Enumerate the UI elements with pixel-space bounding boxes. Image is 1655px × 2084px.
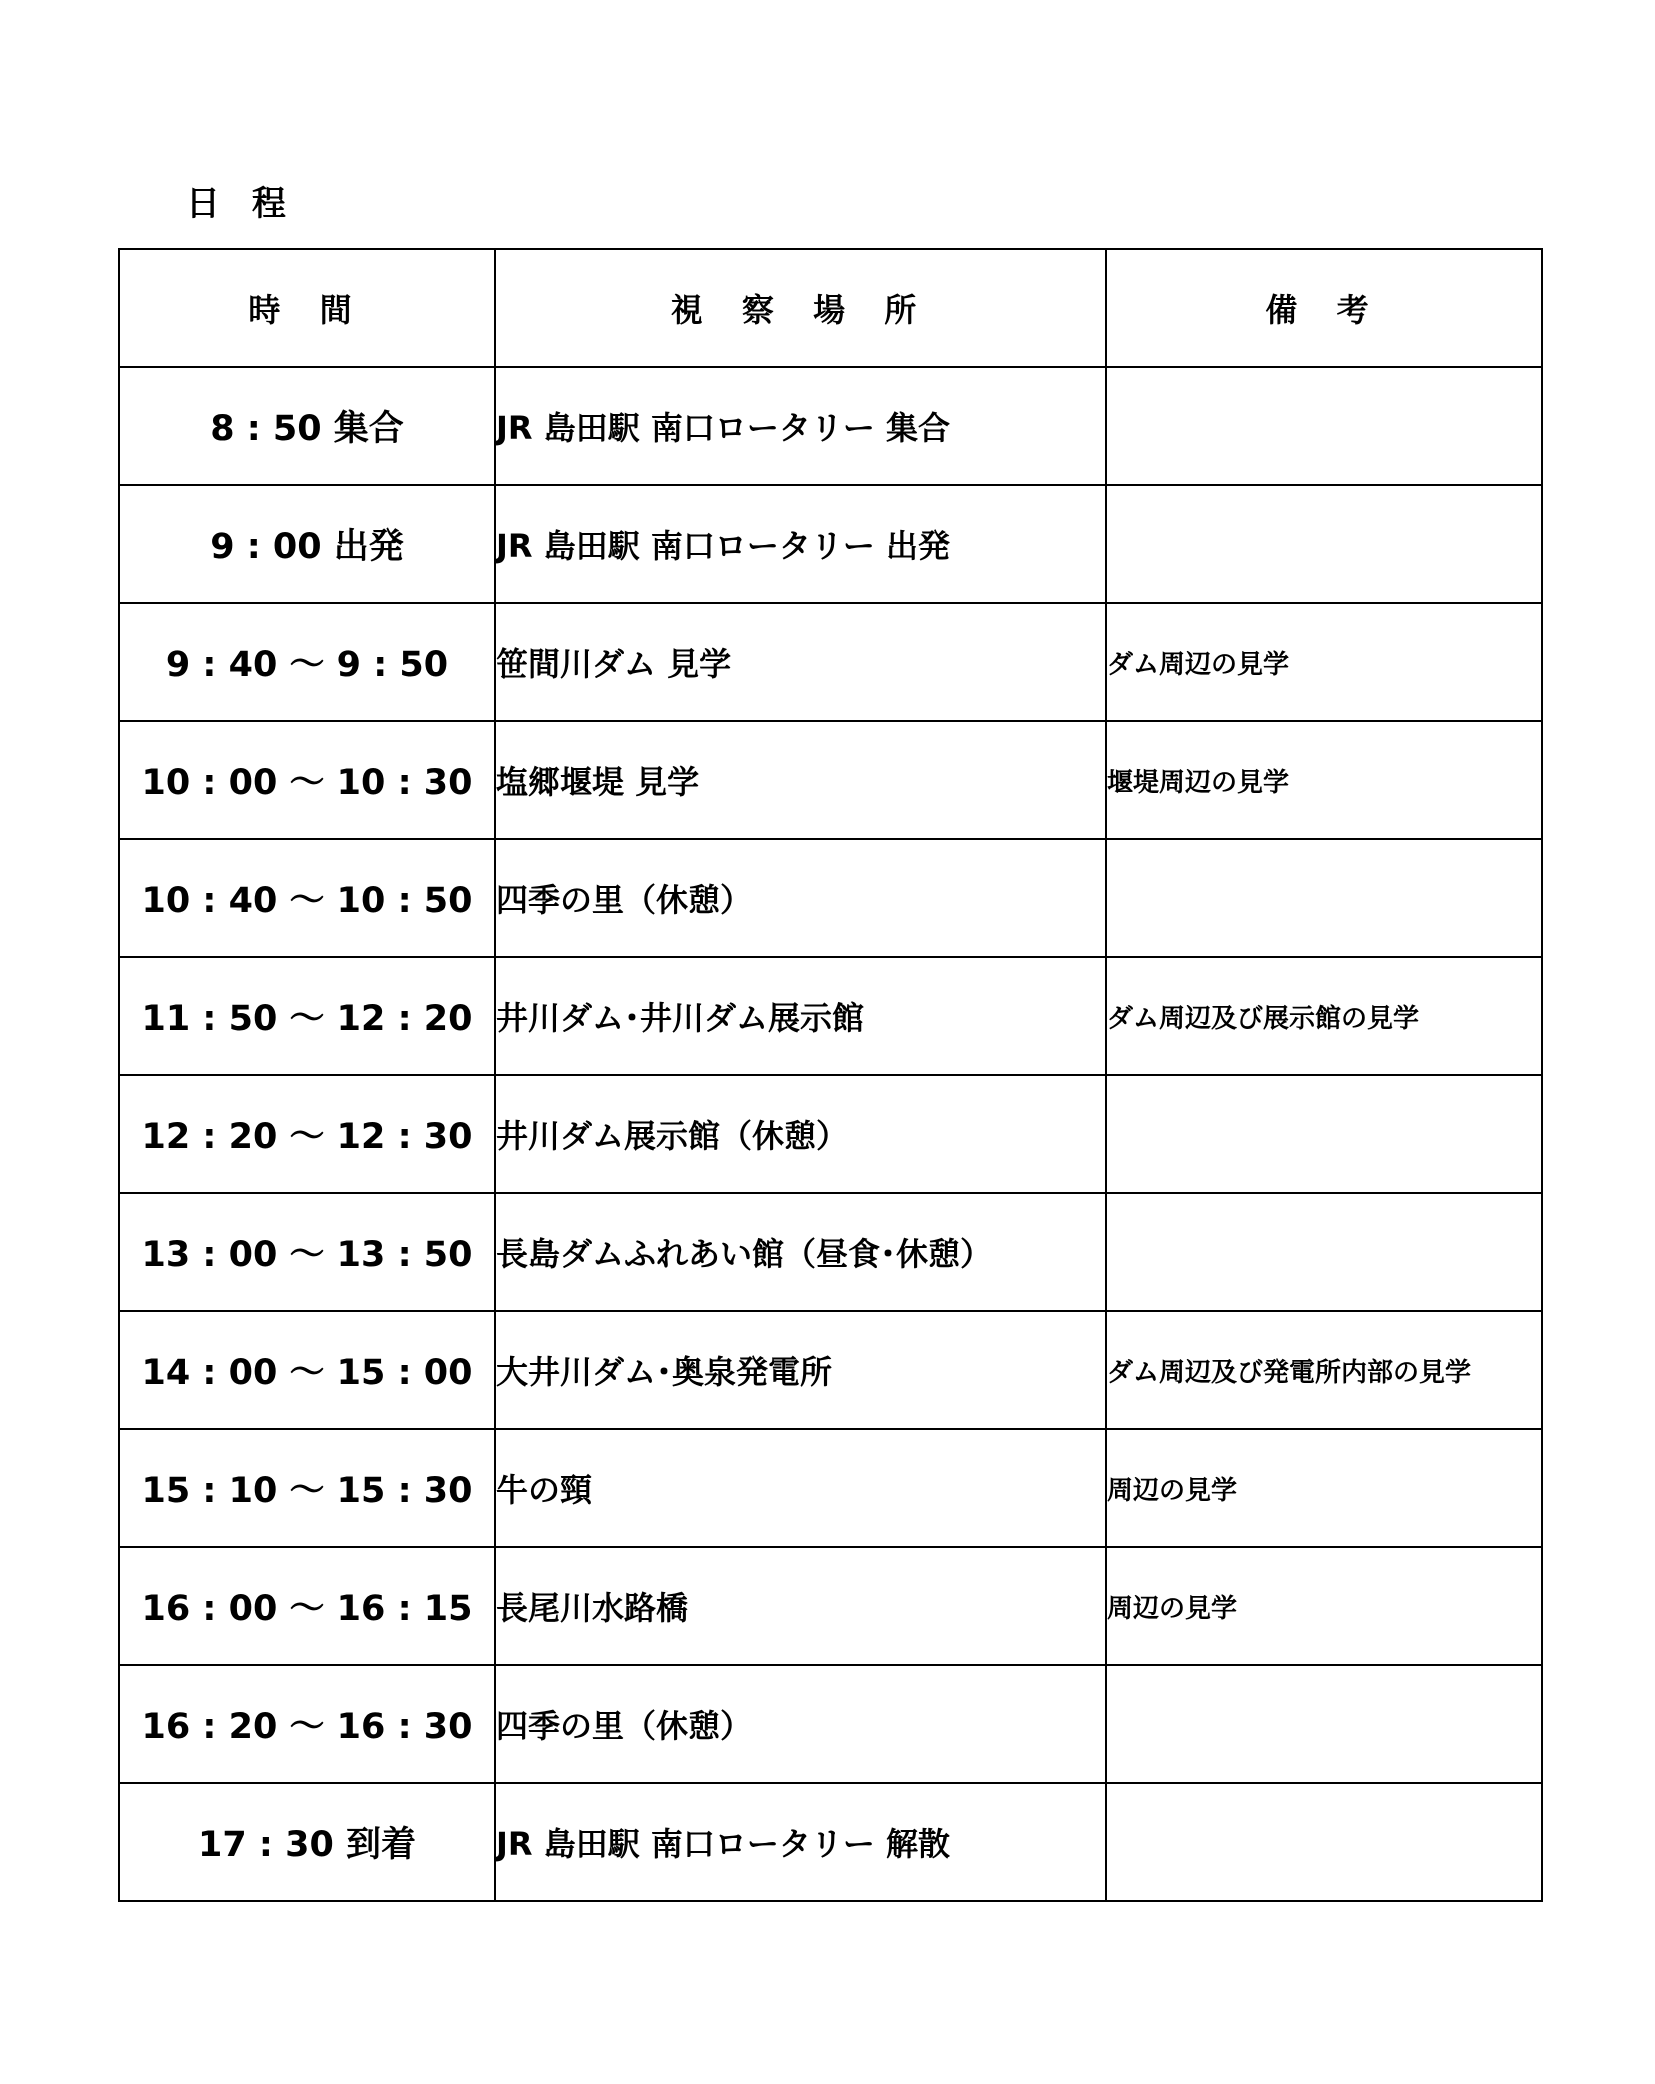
time-cell: 13 : 00 ～ 13 : 50 bbox=[119, 1193, 495, 1311]
place-cell: 大井川ダム･奥泉発電所 bbox=[495, 1311, 1106, 1429]
place-cell: 井川ダム･井川ダム展示館 bbox=[495, 957, 1106, 1075]
table-row bbox=[119, 721, 1542, 839]
time-cell: 10 : 40 ～ 10 : 50 bbox=[119, 839, 495, 957]
header-row bbox=[119, 249, 1542, 367]
table-row bbox=[119, 1665, 1542, 1783]
table-row bbox=[119, 1783, 1542, 1901]
note-cell bbox=[1106, 485, 1542, 603]
table-row bbox=[119, 1311, 1542, 1429]
note-cell: 堰堤周辺の見学 bbox=[1106, 721, 1542, 839]
note-cell: ダム周辺及び展示館の見学 bbox=[1106, 957, 1542, 1075]
note-cell bbox=[1106, 1075, 1542, 1193]
table-row bbox=[119, 485, 1542, 603]
table-row bbox=[119, 1547, 1542, 1665]
table-row bbox=[119, 839, 1542, 957]
note-cell bbox=[1106, 367, 1542, 485]
table-row bbox=[119, 603, 1542, 721]
table-row bbox=[119, 957, 1542, 1075]
place-cell: 四季の里（休憩） bbox=[495, 1665, 1106, 1783]
table-row bbox=[119, 367, 1542, 485]
time-cell: 14 : 00 ～ 15 : 00 bbox=[119, 1311, 495, 1429]
time-cell: 10 : 00 ～ 10 : 30 bbox=[119, 721, 495, 839]
schedule-table bbox=[118, 248, 1543, 1902]
table-row bbox=[119, 1075, 1542, 1193]
header-place: 視 察 場 所 bbox=[495, 249, 1106, 367]
note-cell: 周辺の見学 bbox=[1106, 1547, 1542, 1665]
time-cell: 11 : 50 ～ 12 : 20 bbox=[119, 957, 495, 1075]
page-title: 日 程 bbox=[186, 184, 296, 224]
note-cell bbox=[1106, 1665, 1542, 1783]
time-cell: 15 : 10 ～ 15 : 30 bbox=[119, 1429, 495, 1547]
place-cell: 長尾川水路橋 bbox=[495, 1547, 1106, 1665]
note-cell: ダム周辺の見学 bbox=[1106, 603, 1542, 721]
time-cell: 16 : 00 ～ 16 : 15 bbox=[119, 1547, 495, 1665]
time-cell: 12 : 20 ～ 12 : 30 bbox=[119, 1075, 495, 1193]
place-cell: 井川ダム展示館（休憩） bbox=[495, 1075, 1106, 1193]
time-cell: 16 : 20 ～ 16 : 30 bbox=[119, 1665, 495, 1783]
time-cell: 8 : 50 集合 bbox=[119, 367, 495, 485]
table-row bbox=[119, 1193, 1542, 1311]
note-cell bbox=[1106, 839, 1542, 957]
place-cell: 長島ダムふれあい館（昼食･休憩） bbox=[495, 1193, 1106, 1311]
place-cell: JR 島田駅 南口ロータリー 出発 bbox=[495, 485, 1106, 603]
place-cell: 塩郷堰堤 見学 bbox=[495, 721, 1106, 839]
place-cell: 笹間川ダム 見学 bbox=[495, 603, 1106, 721]
time-cell: 9 : 00 出発 bbox=[119, 485, 495, 603]
note-cell: ダム周辺及び発電所内部の見学 bbox=[1106, 1311, 1542, 1429]
place-cell: 牛の頸 bbox=[495, 1429, 1106, 1547]
time-cell: 17 : 30 到着 bbox=[119, 1783, 495, 1901]
time-cell: 9 : 40 ～ 9 : 50 bbox=[119, 603, 495, 721]
table-row bbox=[119, 1429, 1542, 1547]
note-cell bbox=[1106, 1193, 1542, 1311]
place-cell: JR 島田駅 南口ロータリー 集合 bbox=[495, 367, 1106, 485]
note-cell: 周辺の見学 bbox=[1106, 1429, 1542, 1547]
header-note: 備 考 bbox=[1106, 249, 1542, 367]
place-cell: JR 島田駅 南口ロータリー 解散 bbox=[495, 1783, 1106, 1901]
header-time: 時 間 bbox=[119, 249, 495, 367]
note-cell bbox=[1106, 1783, 1542, 1901]
place-cell: 四季の里（休憩） bbox=[495, 839, 1106, 957]
